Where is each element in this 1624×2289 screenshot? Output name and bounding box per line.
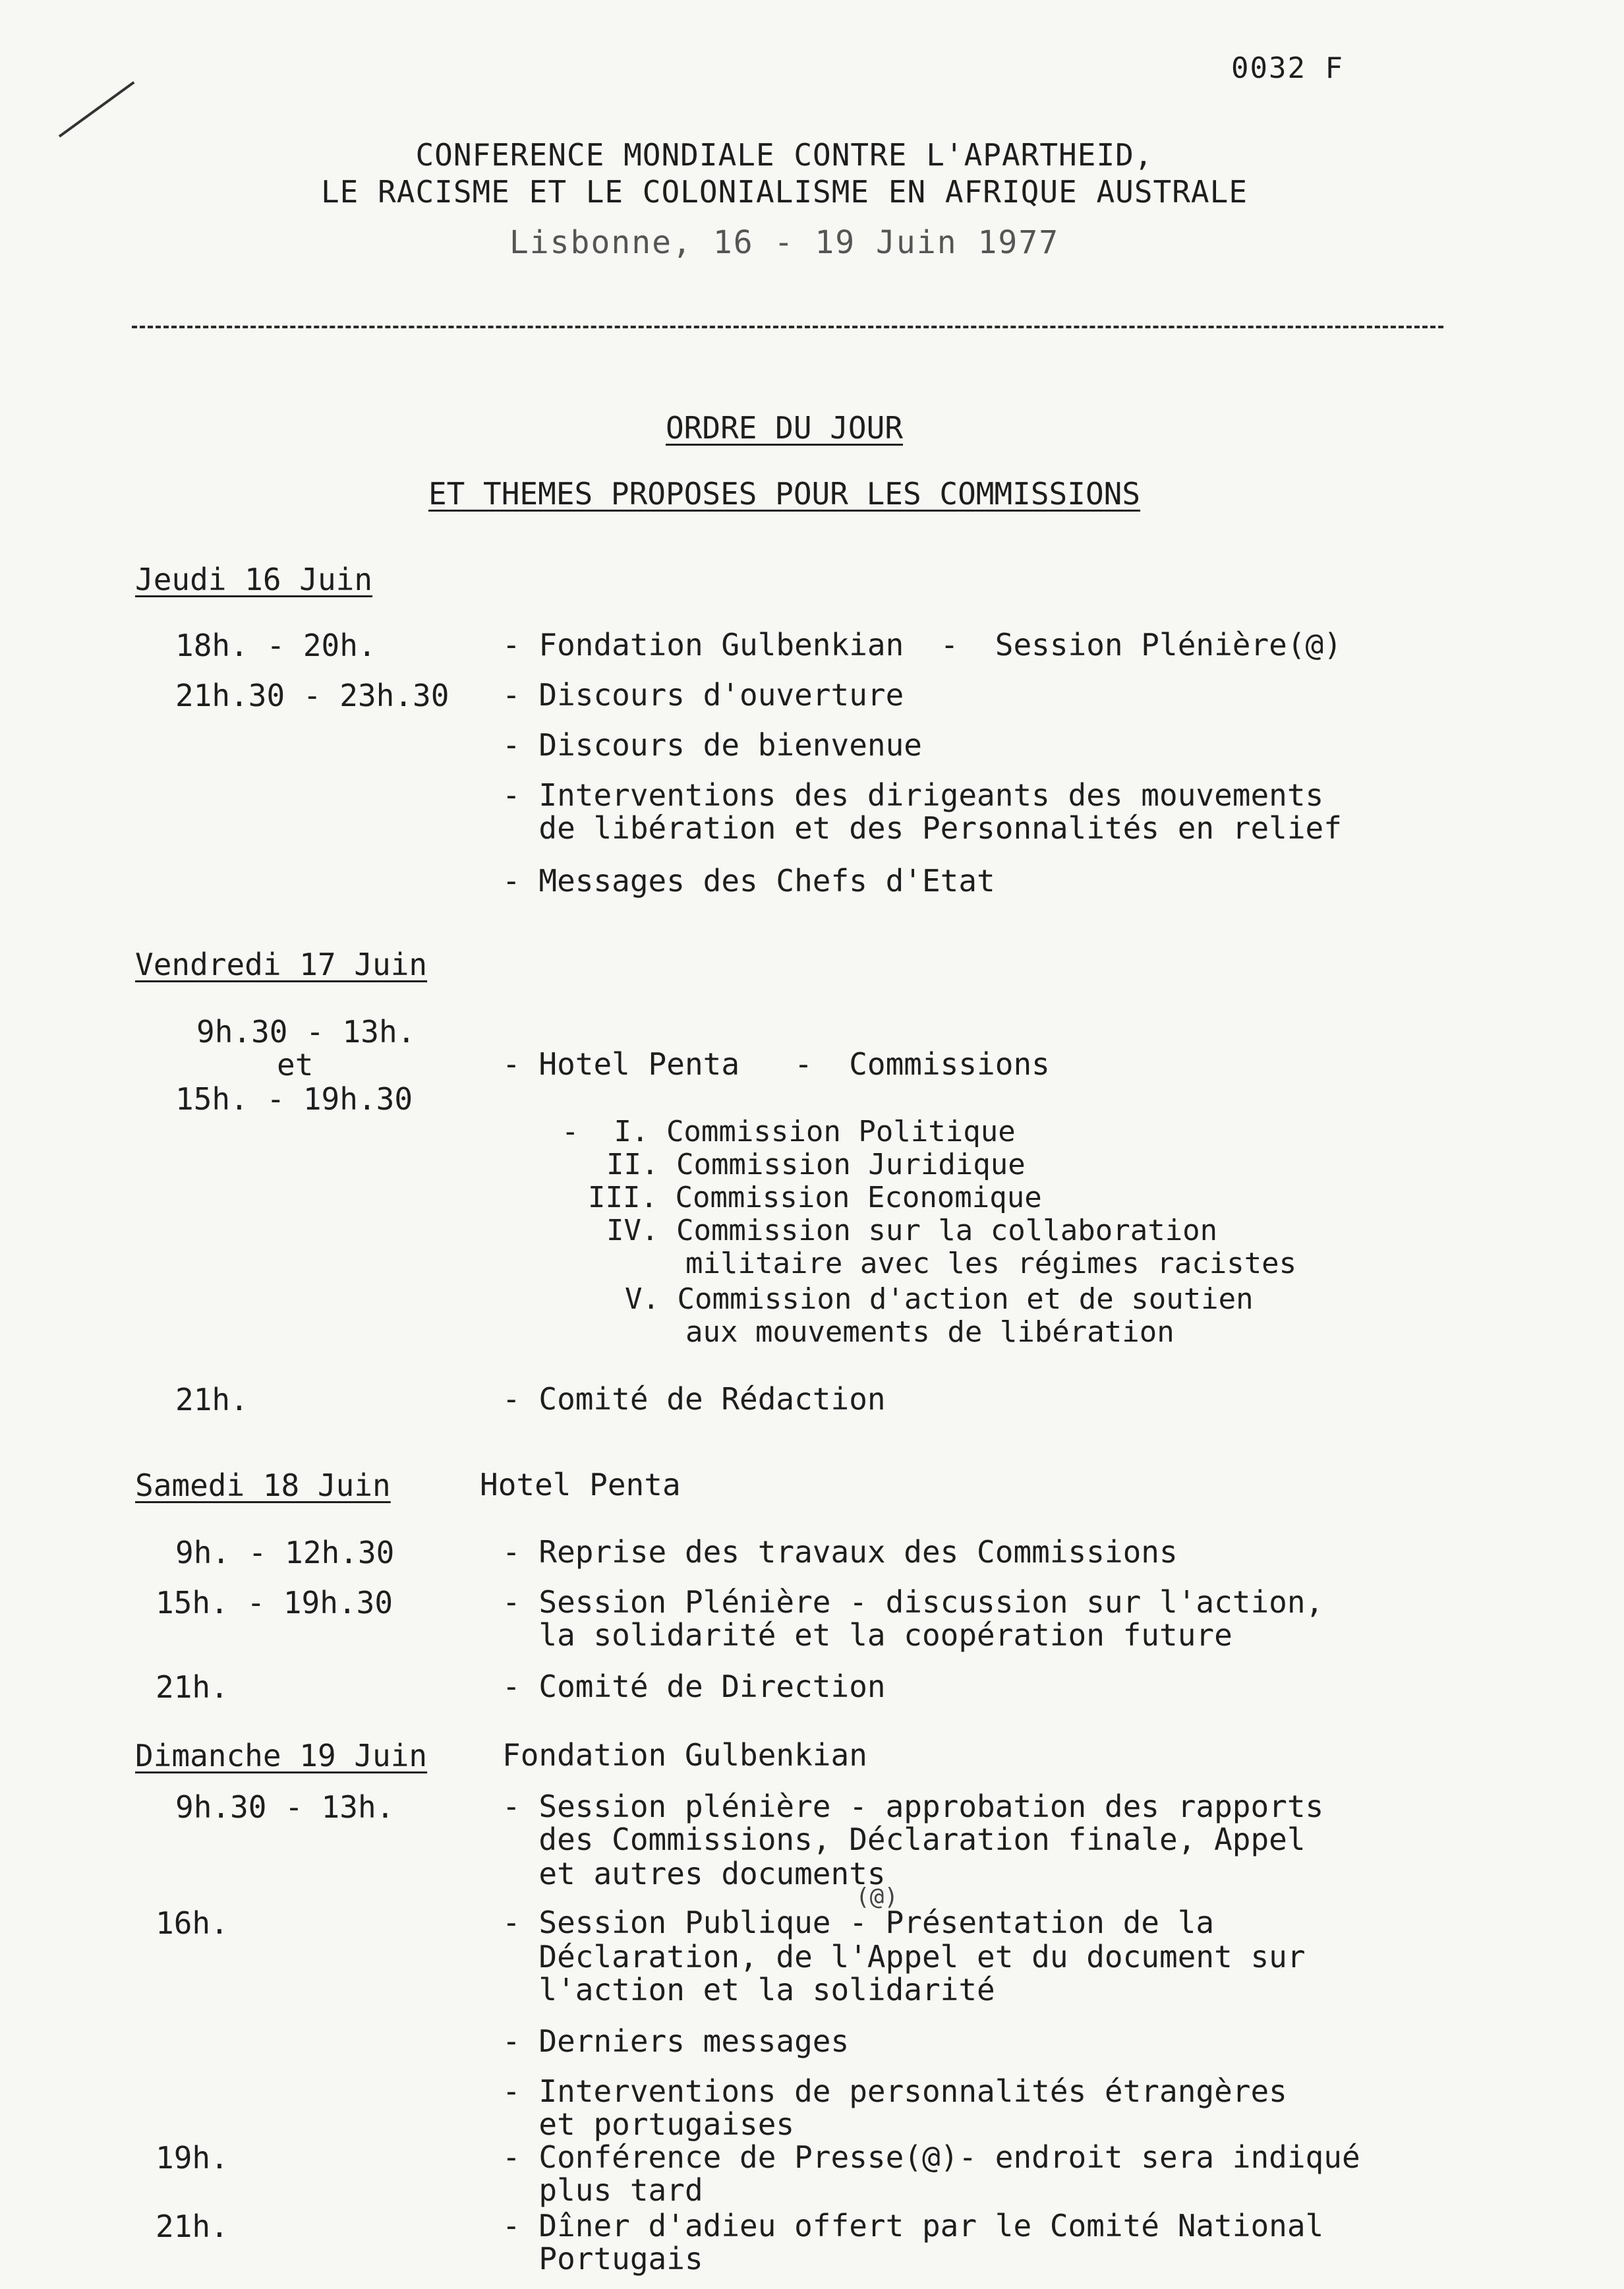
commission-5a: V. Commission d'action et de soutien xyxy=(625,1282,1254,1316)
entry-thursday-2: - Discours d'ouverture xyxy=(502,677,904,713)
day-sunday: Dimanche 19 Juin xyxy=(135,1738,428,1773)
entry-thursday-4b: de libération et des Personnalités en relief xyxy=(502,810,1342,846)
entry-saturday-2a: - Session Plénière - discussion sur l'action, xyxy=(502,1584,1324,1620)
divider-rule xyxy=(132,326,1443,328)
entry-sunday-2a: - Session Publique - Présentation de la xyxy=(502,1905,1215,1940)
entry-sunday-5a: - Conférence de Presse(@)- endroit sera indiqué xyxy=(502,2139,1360,2175)
title-line-2: LE RACISME ET LE COLONIALISME EN AFRIQUE AUSTRALE xyxy=(320,174,1248,210)
entry-sunday-1c: et autres documents xyxy=(502,1856,886,1891)
time-sunday-1: 9h.30 - 13h. xyxy=(175,1789,395,1825)
time-saturday-1: 9h. - 12h.30 xyxy=(175,1535,395,1570)
entry-thursday-4a: - Interventions des dirigeants des mouvements xyxy=(502,777,1324,813)
time-sunday-4: 21h. xyxy=(156,2209,229,2244)
pen-mark xyxy=(59,81,135,138)
entry-sunday-3: - Derniers messages xyxy=(502,2023,850,2059)
date-place: Lisbonne, 16 - 19 Juin 1977 xyxy=(509,224,1060,261)
entry-saturday-2b: la solidarité et la coopération future xyxy=(502,1617,1232,1653)
agenda-heading xyxy=(0,410,1569,446)
agenda-heading-text: ORDRE DU JOUR xyxy=(665,410,904,446)
commission-4a: IV. Commission sur la collaboration xyxy=(606,1214,1218,1247)
venue-saturday: Hotel Penta xyxy=(480,1467,681,1502)
entry-sunday-6b: Portugais xyxy=(502,2241,703,2276)
time-thursday-1: 18h. - 20h. xyxy=(175,628,376,663)
commission-4b: militaire avec les régimes racistes xyxy=(685,1247,1297,1280)
entry-sunday-2c: l'action et la solidarité xyxy=(502,1972,995,2007)
time-friday-1a: 9h.30 - 13h. xyxy=(196,1014,416,1050)
day-friday: Vendredi 17 Juin xyxy=(135,947,428,982)
time-thursday-2: 21h.30 - 23h.30 xyxy=(175,678,450,713)
entry-friday-2: - Comité de Rédaction xyxy=(502,1381,886,1417)
entry-thursday-5: - Messages des Chefs d'Etat xyxy=(502,863,995,899)
day-thursday: Jeudi 16 Juin xyxy=(135,562,373,597)
entry-thursday-3: - Discours de bienvenue xyxy=(502,727,922,763)
commission-3: III. Commission Economique xyxy=(588,1181,1042,1214)
footnote-mark: (@) xyxy=(856,1884,899,1911)
entry-sunday-1b: des Commissions, Déclaration finale, Appel xyxy=(502,1822,1306,1857)
entry-saturday-1: - Reprise des travaux des Commissions xyxy=(502,1534,1178,1570)
entry-sunday-4a: - Interventions de personnalités étrangères xyxy=(502,2073,1287,2109)
entry-sunday-5b: plus tard xyxy=(502,2172,703,2208)
time-saturday-3: 21h. xyxy=(156,1669,229,1705)
time-friday-2: 21h. xyxy=(175,1382,248,1417)
entry-sunday-2b: Déclaration, de l'Appel et du document sur xyxy=(502,1939,1306,1975)
entry-saturday-3: - Comité de Direction xyxy=(502,1669,886,1704)
commission-1: - I. Commission Politique xyxy=(562,1115,1016,1148)
entry-friday-1: - Hotel Penta - Commissions xyxy=(502,1046,1050,1082)
themes-heading xyxy=(0,476,1569,512)
time-sunday-2: 16h. xyxy=(156,1905,229,1941)
time-saturday-2: 15h. - 19h.30 xyxy=(156,1585,393,1620)
entry-sunday-4b: et portugaises xyxy=(502,2106,795,2142)
time-friday-1c: 15h. - 19h.30 xyxy=(175,1081,413,1117)
entry-sunday-6a: - Dîner d'adieu offert par le Comité National xyxy=(502,2208,1324,2244)
entry-thursday-1: - Fondation Gulbenkian - Session Plénière(@) xyxy=(502,627,1342,663)
title-line-1: CONFERENCE MONDIALE CONTRE L'APARTHEID, xyxy=(415,137,1153,173)
commission-2: II. Commission Juridique xyxy=(606,1148,1026,1181)
time-friday-1b: et xyxy=(277,1047,314,1083)
entry-sunday-1a: - Session plénière - approbation des rapports xyxy=(502,1789,1324,1824)
commission-5b: aux mouvements de libération xyxy=(685,1315,1174,1349)
day-saturday: Samedi 18 Juin xyxy=(135,1468,391,1503)
document-number: 0032 F xyxy=(1231,51,1344,85)
time-sunday-3: 19h. xyxy=(156,2140,229,2176)
themes-heading-text: ET THEMES PROPOSES POUR LES COMMISSIONS xyxy=(428,476,1141,512)
venue-sunday: Fondation Gulbenkian xyxy=(502,1737,867,1773)
